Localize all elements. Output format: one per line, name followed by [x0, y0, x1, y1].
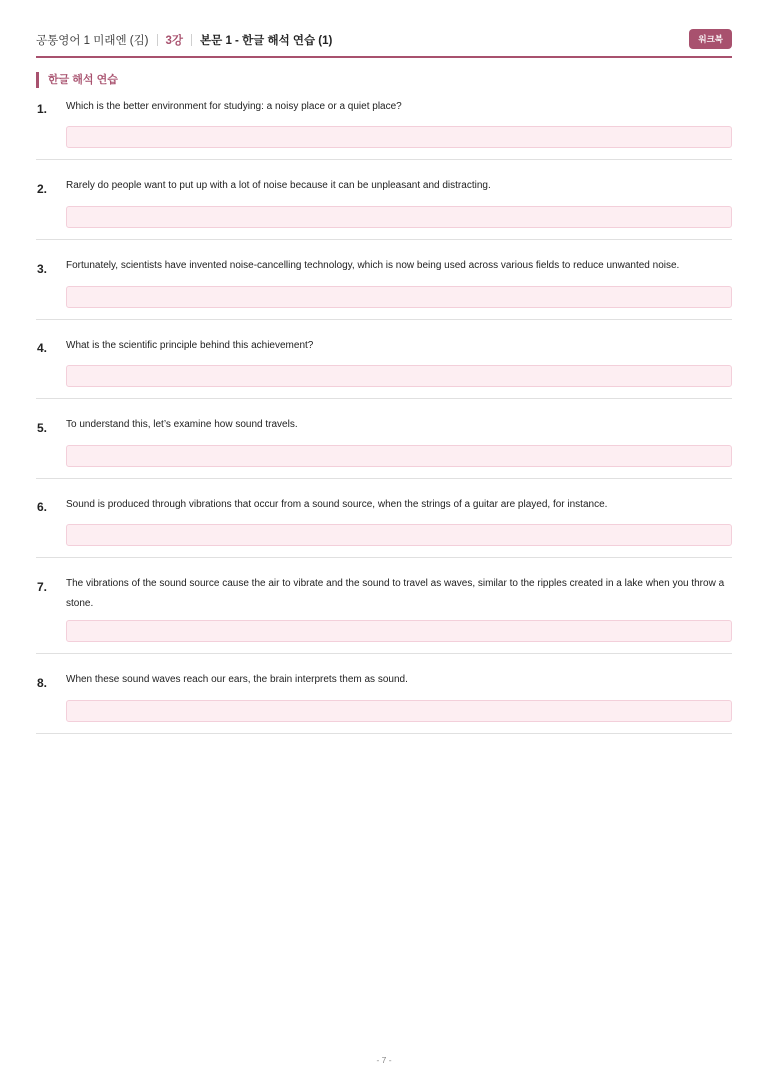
question-text: To understand this, let’s examine how sound travels. [66, 419, 298, 430]
page-header [36, 28, 732, 58]
answer-field[interactable] [66, 365, 732, 387]
answer-field[interactable] [66, 126, 732, 148]
question-text: Fortunately, scientists have invented noise-cancelling technology, which is now being used across various fields to reduce unwanted noise. [66, 260, 680, 271]
answer-field[interactable] [66, 524, 732, 546]
question-text: When these sound waves reach our ears, the brain interprets them as sound. [66, 674, 408, 685]
section-title: 한글 해석 연습 [36, 72, 118, 88]
question-text: Which is the better environment for studying: a noisy place or a quiet place? [66, 101, 402, 112]
question-text: The vibrations of the sound source cause the air to vibrate and the sound to travel as waves, similar to the ripples created in a lake when you throw a stone. [66, 578, 725, 609]
header-breadcrumb [36, 32, 332, 48]
page-number: - 7 - [376, 1055, 392, 1065]
question-number: 4. [37, 341, 48, 355]
answer-field[interactable] [66, 445, 732, 467]
answer-field[interactable] [66, 700, 732, 722]
question-item [36, 178, 732, 240]
answer-field[interactable] [66, 620, 732, 642]
course-name: 공통영어 1 미래엔 (김) [36, 35, 149, 47]
question-item [36, 576, 732, 654]
question-item [36, 258, 732, 320]
question-number: 2. [37, 182, 48, 196]
workbook-badge: 워크북 [689, 29, 732, 49]
question-item [36, 496, 732, 558]
question-item [36, 672, 732, 734]
page-title: 본문 1 - 한글 해석 연습 (1) [200, 35, 333, 47]
header-divider [191, 34, 192, 46]
question-number: 7. [37, 580, 48, 594]
question-text: What is the scientific principle behind this achievement? [66, 340, 314, 351]
answer-field[interactable] [66, 206, 732, 228]
question-number: 6. [37, 500, 48, 514]
question-item [36, 98, 732, 160]
question-number: 5. [37, 421, 48, 435]
question-number: 3. [37, 262, 48, 276]
question-text: Sound is produced through vibrations that occur from a sound source, when the strings of a guitar are played, for instance. [66, 499, 608, 510]
header-divider [157, 34, 158, 46]
question-number: 1. [37, 102, 48, 116]
answer-field[interactable] [66, 286, 732, 308]
question-text: Rarely do people want to put up with a lot of noise because it can be unpleasant and distracting. [66, 180, 491, 191]
question-item [36, 417, 732, 479]
question-number: 8. [37, 676, 48, 690]
question-item [36, 337, 732, 399]
lesson-number: 3강 [165, 35, 184, 47]
